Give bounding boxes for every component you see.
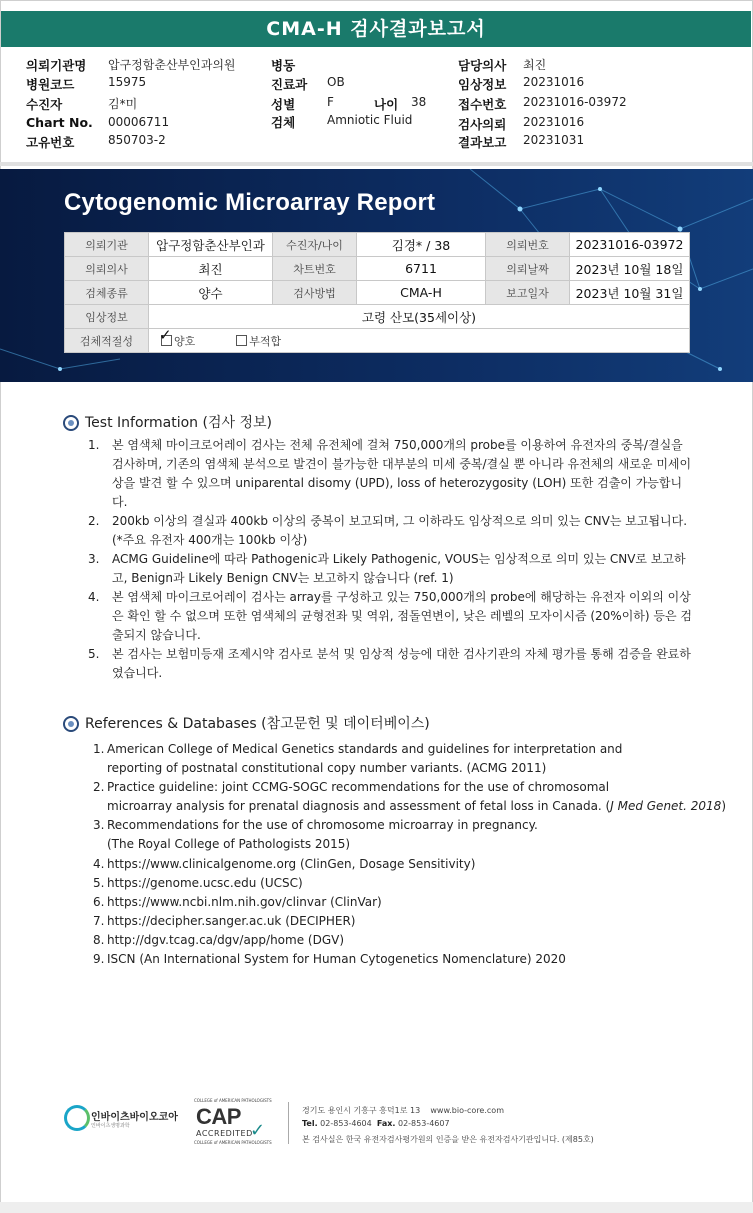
item-text: 본 염색체 마이크로어레이 검사는 array를 구성하고 있는 750,000개의 probe에 해당하는 유전자 이외의 이상은 확인 할 수 없으며 또한 염색체의 균형전좌 및 역위, 점돌연변이, 낮은 레벨의 모자이시즘 (20%이하) 등은 검출되지 않습니다.	[112, 590, 692, 642]
item-text: 200kb 이상의 결실과 400kb 이상의 중복이 보고되며, 그 이하라도 임상적으로 의미 있는 CNV는 보고됩니다. (*주요 유전자 400개는 100kb 이상)	[112, 514, 688, 547]
list-item	[88, 550, 693, 588]
ref-link[interactable]: https://genome.ucsc.edu (UCSC)	[107, 875, 303, 890]
info-label: 접수번호	[458, 97, 507, 112]
info-label: 수진자	[26, 97, 63, 112]
info-value: 20231016-03972	[523, 95, 627, 109]
website-link[interactable]: www.bio-core.com	[430, 1106, 504, 1115]
table-header-cell: 차트번호	[273, 257, 357, 281]
list-item	[93, 778, 726, 816]
table-row	[65, 329, 690, 353]
info-label: 담당의사	[458, 58, 507, 73]
table-cell: 2023년 10월 18일	[570, 257, 690, 281]
report-title: CMA-H 검사결과보고서	[1, 11, 751, 47]
item-number: 1.	[88, 438, 100, 452]
ref-line: reporting of postnatal constitutional copy number variants. (ACMG 2011)	[107, 761, 547, 776]
info-value: 압구정함춘산부인과의원	[108, 58, 236, 72]
list-item	[93, 931, 713, 950]
ref-line	[107, 797, 726, 816]
bottom-band	[0, 1202, 753, 1213]
ref-link[interactable]: https://www.ncbi.nlm.nih.gov/clinvar (ClinVar)	[107, 894, 382, 909]
table-header-cell: 수진자/나이	[273, 233, 357, 257]
info-value: F	[327, 95, 334, 109]
ref-text: microarray analysis for prenatal diagnosis and assessment of fetal loss in Canada. (	[107, 799, 611, 814]
table-cell: 6711	[357, 257, 486, 281]
sample-adequacy-cell	[149, 325, 690, 353]
divider	[288, 1102, 289, 1144]
table-header-cell: 검체적절성	[65, 329, 149, 353]
item-number: 4.	[88, 590, 100, 604]
info-value: 850703-2	[108, 133, 166, 147]
check-icon: ✓	[250, 1120, 266, 1141]
contact-line	[302, 1119, 450, 1128]
table-row	[65, 281, 690, 305]
table-header-cell: 의뢰의사	[65, 257, 149, 281]
info-label: 병동	[271, 58, 296, 73]
address-line	[302, 1105, 504, 1116]
divider	[0, 162, 753, 166]
table-row	[65, 233, 690, 257]
list-item	[93, 855, 713, 874]
ref-link[interactable]: https://decipher.sanger.ac.uk (DECIPHER)	[107, 913, 356, 928]
ref-line: American College of Medical Genetics standards and guidelines for interpretation and	[107, 742, 623, 756]
list-item	[93, 740, 713, 778]
cap-accredited-logo	[194, 1098, 274, 1146]
table-header-cell: 임상정보	[65, 305, 149, 329]
table-header-cell: 의뢰기관	[65, 233, 149, 257]
item-text: 본 염색체 마이크로어레이 검사는 전체 유전체에 걸쳐 750,000개의 probe를 이용하여 유전자의 중복/결실을 검사하며, 기존의 염색체 분석으로 발견이 불가능한 대부분의 미세 중복/결실 뿐 아니라 유전체의 새로운 미세이상을 발견 할 수 있으며 uniparental disomy (UPD), loss of heterozygosity (LOH) 또한 검출이 가능합니다.	[112, 438, 692, 509]
bullet-circle-icon	[63, 716, 79, 732]
item-number: 5.	[88, 647, 100, 661]
info-value: OB	[327, 75, 345, 89]
references-list	[93, 740, 726, 969]
bullet-circle-icon	[63, 415, 79, 431]
info-value: Amniotic Fluid	[327, 113, 413, 127]
clinical-info-cell: 고령 산모(35세이상)	[149, 305, 690, 329]
info-label: 임상정보	[458, 77, 507, 92]
list-item	[93, 950, 713, 969]
tel-label: Tel.	[302, 1119, 318, 1128]
address: 경기도 용인시 기흥구 흥덕1로 13	[302, 1106, 421, 1115]
info-value: 15975	[108, 75, 147, 89]
item-number: 4.	[93, 856, 105, 871]
table-header-cell: 검체종류	[65, 281, 149, 305]
check-icon: ✓	[159, 325, 172, 344]
footer	[64, 1098, 704, 1148]
table-header-cell: 의뢰번호	[486, 233, 570, 257]
ref-line: ISCN (An International System for Human Cytogenetics Nomenclature) 2020	[107, 952, 566, 967]
info-value: 00006711	[108, 115, 170, 129]
ref-line: (The Royal College of Pathologists 2015)	[107, 837, 351, 852]
tel-number: 02-853-4604	[320, 1119, 372, 1128]
ref-link[interactable]: https://www.clinicalgenome.org (ClinGen, Dosage Sensitivity)	[107, 856, 476, 871]
info-value: 20231031	[523, 133, 585, 147]
item-number: 3.	[93, 818, 105, 833]
item-text: 본 검사는 보험미등재 조제시약 검사로 분석 및 임상적 성능에 대한 검사기관의 자체 평가를 통해 검증을 완료하였습니다.	[112, 647, 691, 680]
item-number: 9.	[93, 952, 105, 967]
journal-name: J Med Genet. 2018	[610, 799, 722, 814]
info-label: 검사의뢰	[458, 117, 507, 132]
info-label: 진료과	[271, 77, 308, 92]
table-cell: 압구정함춘산부인과	[149, 233, 273, 257]
fax-number: 02-853-4607	[397, 1119, 450, 1128]
item-number: 8.	[93, 932, 105, 947]
item-number: 1.	[93, 742, 105, 756]
info-label: 의뢰기관명	[26, 58, 87, 73]
accredited-text: ACCREDITED	[196, 1129, 253, 1138]
info-label: 성별	[271, 97, 296, 112]
company-logo-icon	[64, 1105, 90, 1131]
cap-text: CAP	[196, 1104, 241, 1129]
list-item	[93, 893, 713, 912]
table-cell: CMA-H	[357, 281, 486, 305]
list-item	[88, 588, 693, 645]
age-value: 38	[411, 95, 427, 109]
table-header-cell: 의뢰날짜	[486, 257, 570, 281]
item-number: 7.	[93, 913, 105, 928]
certification-notice: 본 검사실은 한국 유전자검사평가원의 인증을 받은 유전자검사기관입니다. (제85호)	[302, 1135, 594, 1144]
list-item	[93, 816, 713, 854]
table-cell: 2023년 10월 31일	[570, 281, 690, 305]
table-header-cell: 검사방법	[273, 281, 357, 305]
ref-link[interactable]: http://dgv.tcag.ca/dgv/app/home (DGV)	[107, 932, 345, 947]
cap-top-text: COLLEGE of AMERICAN PATHOLOGISTS	[194, 1098, 272, 1103]
item-number: 2.	[88, 514, 100, 528]
ref-line: Recommendations for the use of chromosome microarray in pregnancy.	[107, 818, 538, 833]
info-value: 20231016	[523, 75, 585, 89]
company-name: 인바이츠바이오코아	[91, 1112, 178, 1123]
patient-table	[64, 232, 690, 353]
table-cell: 20231016-03972	[570, 233, 690, 257]
company-logo	[64, 1104, 184, 1140]
info-label: 병원코드	[26, 77, 75, 92]
section-title: Test Information (검사 정보)	[85, 415, 272, 431]
info-value: 최진	[523, 58, 547, 72]
checkbox-adequate[interactable]	[159, 325, 174, 348]
info-value: 김*미	[108, 97, 138, 111]
table-header-cell: 보고일자	[486, 281, 570, 305]
info-label: 검체	[271, 115, 296, 130]
table-cell: 김경* / 38	[357, 233, 486, 257]
ref-text: )	[721, 799, 726, 814]
company-subname: 인바이츠생명과학	[91, 1123, 130, 1129]
info-value: 20231016	[523, 115, 585, 129]
list-item	[93, 912, 713, 931]
table-row	[65, 257, 690, 281]
table-cell: 최진	[149, 257, 273, 281]
table-cell: 양수	[149, 281, 273, 305]
list-item	[88, 512, 693, 550]
adequate-label: 양호	[174, 334, 196, 348]
info-label: 고유번호	[26, 135, 75, 150]
list-item	[93, 874, 713, 893]
item-number: 6.	[93, 894, 105, 909]
item-number: 3.	[88, 552, 100, 566]
fax-label: Fax.	[376, 1119, 396, 1128]
ref-line: Practice guideline: joint CCMG-SOGC recommendations for the use of chromosomal	[107, 780, 610, 795]
inadequate-label: 부적합	[249, 334, 282, 348]
age-label: 나이	[374, 97, 399, 112]
banner-title: Cytogenomic Microarray Report	[64, 189, 436, 216]
header-info	[0, 54, 753, 158]
item-text: ACMG Guideline에 따라 Pathogenic과 Likely Pathogenic, VOUS는 임상적으로 의미 있는 CNV로 보고하고, Benign과 Likely Benign CNV는 보고하지 않습니다 (ref. 1)	[112, 552, 686, 585]
info-label: Chart No.	[26, 115, 93, 130]
section-title: References & Databases (참고문헌 및 데이터베이스)	[85, 716, 430, 732]
list-item	[88, 645, 693, 683]
test-info-list	[88, 436, 693, 683]
checkbox-inadequate[interactable]	[236, 335, 247, 346]
list-item	[88, 436, 693, 512]
item-number: 2.	[93, 780, 105, 795]
item-number: 5.	[93, 875, 105, 890]
cap-bottom-text: COLLEGE of AMERICAN PATHOLOGISTS	[194, 1140, 272, 1145]
info-label: 결과보고	[458, 135, 507, 150]
